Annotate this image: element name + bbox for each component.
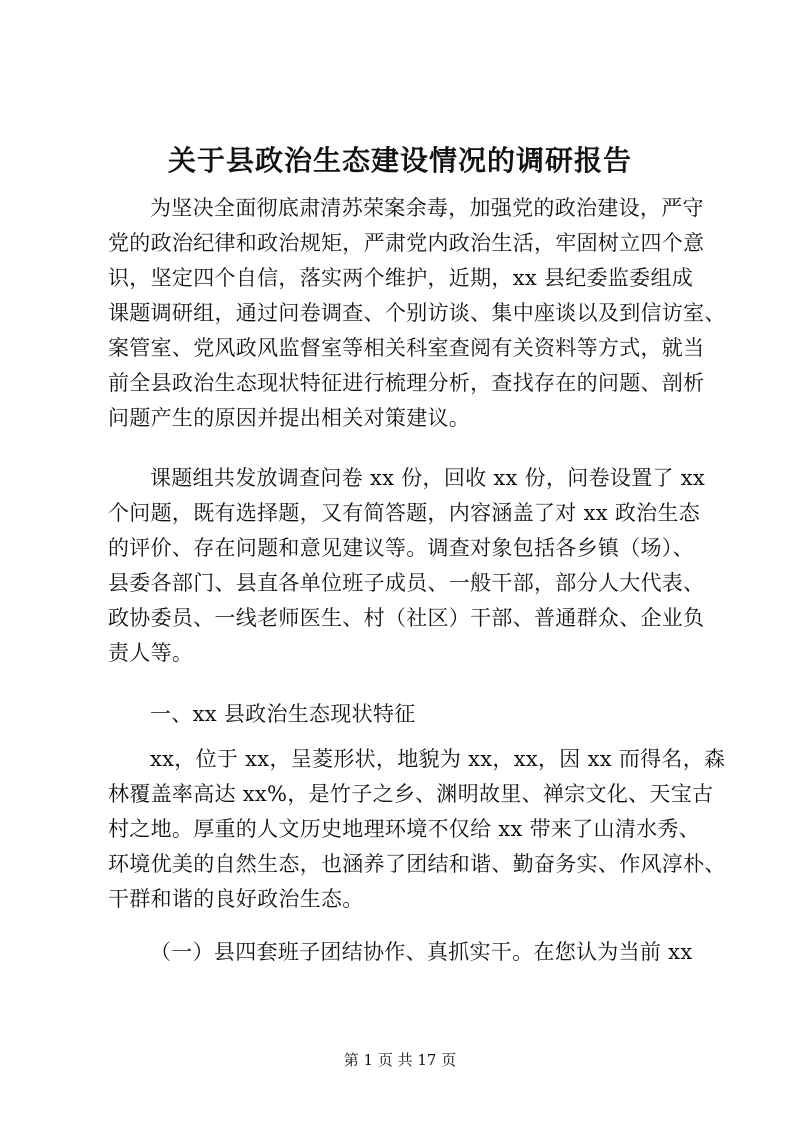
paragraph-line: 问题产生的原因并提出相关对策建议。 [108,406,471,430]
paragraph-line: 为坚决全面彻底肃清苏荣案余毒，加强党的政治建设，严守 [150,196,704,220]
paragraph-line: 课题组共发放调查问卷 xx 份，回收 xx 份，问卷设置了 xx [150,466,706,490]
paragraph-line: 村之地。厚重的人文历史地理环境不仅给 xx 带来了山清水秀、 [108,817,701,841]
paragraph-line: 责人等。 [108,641,194,665]
paragraph-line: 识，坚定四个自信，落实两个维护，近期，xx 县纪委监委组成 [108,266,694,290]
paragraph-line: 政协委员、一线老师医生、村（社区）干部、普通群众、企业负 [108,606,705,630]
paragraph-line: （一）县四套班子团结协作、真抓实干。在您认为当前 xx [150,940,693,964]
paragraph-line: 课题调研组，通过问卷调查、个别访谈、集中座谈以及到信访室、 [108,301,726,325]
paragraph-line: 前全县政治生态现状特征进行梳理分析，查找存在的问题、剖析 [108,371,705,395]
paragraph-line: 干群和谐的良好政治生态。 [108,887,364,911]
paragraph-line: 个问题，既有选择题，又有简答题，内容涵盖了对 xx 政治生态 [108,501,701,525]
page-number-footer: 第 1 页 共 17 页 [343,1051,457,1069]
paragraph-line: 县委各部门、县直各单位班子成员、一般干部，部分人大代表、 [108,571,705,595]
paragraph-line: 林覆盖率高达 xx%，是竹子之乡、渊明故里、禅宗文化、天宝古 [108,782,714,806]
document-title: 关于县政治生态建设情况的调研报告 [167,144,632,177]
paragraph-line: 党的政治纪律和政治规矩，严肃党内政治生活，牢固树立四个意 [108,231,705,255]
section-heading: 一、xx 县政治生态现状特征 [150,702,416,726]
paragraph-line: 的评价、存在问题和意见建议等。调查对象包括各乡镇（场）、 [108,536,694,560]
paragraph-line: 环境优美的自然生态，也涵养了团结和谐、勤奋务实、作风淳朴、 [108,852,726,876]
paragraph-line: 案管室、党风政风监督室等相关科室查阅有关资料等方式，就当 [108,336,705,360]
paragraph-line: xx，位于 xx，呈菱形状，地貌为 xx，xx，因 xx 而得名，森 [150,747,726,771]
